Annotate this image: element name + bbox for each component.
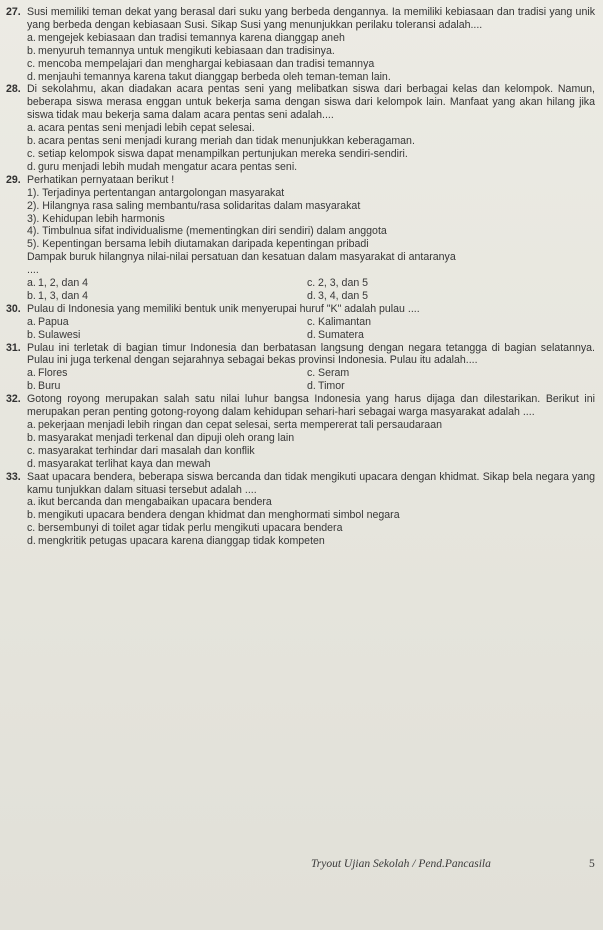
option-a: a. pekerjaan menjadi lebih ringan dan cepat selesai, serta mempererat tali persaudaraan [27, 419, 442, 431]
question-29 [6, 174, 595, 303]
option-a: a. ikut bercanda dan mengabaikan upacara bendera [27, 496, 272, 509]
question-prompt: Dampak buruk hilangnya nilai-nilai persatuan dan kesatuan dalam masyarakat di antaranya [27, 251, 456, 264]
option-b: b. acara pentas seni menjadi kurang meriah dan tidak menunjukkan keberagaman. [27, 135, 415, 148]
options-grid [6, 316, 595, 342]
option-d: d. Sumatera [307, 328, 364, 341]
option-d: d. Timor [307, 380, 345, 393]
option-b: b. Sulawesi [27, 328, 81, 341]
question-ellipsis: .... [27, 264, 39, 277]
question-31 [6, 342, 595, 394]
option-b: b. mengikuti upacara bendera dengan khidmat dan menghormati simbol negara [27, 509, 400, 522]
options-grid [6, 367, 595, 393]
option-b: b. 1, 3, dan 4 [27, 289, 89, 302]
question-text: Pulau di Indonesia yang memiliki bentuk unik menyerupai huruf "K" adalah pulau .... [27, 302, 420, 315]
question-text: Pulau ini terletak di bagian timur Indonesia dan berbatasan langsung dengan negara tetangga di bagian selatannya. Pulau ini juga terkenal dengan sejarahnya sebagai bekas provinsi Indonesia. Pulau itu adalah.... [27, 341, 595, 367]
statement-5: 5). Kepentingan bersama lebih diutamakan daripada kepentingan pribadi [27, 238, 369, 251]
question-text: Perhatikan pernyataan berikut ! [27, 173, 175, 186]
question-number: 28. [6, 83, 21, 96]
option-c: c. Seram [307, 367, 350, 380]
question-text: Gotong royong merupakan salah satu nilai luhur bangsa Indonesia yang harus dijaga dan dilestarikan. Berikut ini merupakan peran penting gotong-royong dalam kehidupan sehari-hari sebagai warga masyarakat adalah .... [27, 393, 595, 419]
question-30 [6, 303, 595, 342]
option-a: a. acara pentas seni menjadi lebih cepat selesai. [27, 122, 255, 135]
option-c: c. 2, 3, dan 5 [307, 277, 369, 290]
question-number: 27. [6, 6, 21, 18]
option-c: c. Kalimantan [307, 315, 371, 328]
page-number: 5 [589, 858, 595, 870]
option-c: c. setiap kelompok siswa dapat menampilkan pertunjukan mereka sendiri-sendiri. [27, 147, 408, 160]
option-a: a. Papua [27, 315, 69, 328]
statement-3: 3). Kehidupan lebih harmonis [27, 212, 165, 225]
option-c: c. bersembunyi di toilet agar tidak perlu mengikuti upacara bendera [27, 522, 343, 535]
question-number: 32. [6, 393, 21, 406]
question-text: Di sekolahmu, akan diadakan acara pentas seni yang melibatkan siswa dari berbagai kelas dan kelompok. Namun, beberapa siswa merasa enggan untuk bekerja sama dengan siswa dari kelompok lain. Manfaat yang akan hilang jika siswa tidak mau bekerja sama dalam acara pentas seni adalah.... [27, 83, 595, 122]
option-c: c. mencoba mempelajari dan menghargai kebiasaan dan tradisi temannya [27, 57, 375, 70]
question-number: 29. [6, 173, 21, 186]
option-b: b. Buru [27, 380, 61, 393]
question-number: 30. [6, 302, 21, 315]
question-number: 31. [6, 341, 21, 354]
question-text: Susi memiliki teman dekat yang berasal dari suku yang berbeda dengannya. Ia memiliki kebiasaan dan tradisi yang unik yang berbeda dengan kebiasaan Susi. Sikap Susi yang menunjukkan perilaku toleransi adalah.... [27, 6, 595, 31]
question-number: 33. [6, 470, 21, 483]
question-28 [6, 83, 595, 173]
option-a: a. Flores [27, 367, 68, 380]
question-27 [6, 6, 595, 83]
option-a: a. mengejek kebiasaan dan tradisi temannya karena dianggap aneh [27, 31, 345, 44]
option-d: d. 3, 4, dan 5 [307, 289, 369, 302]
statement-2: 2). Hilangnya rasa saling membantu/rasa solidaritas dalam masyarakat [27, 199, 361, 212]
option-d: d. guru menjadi lebih mudah mengatur acara pentas seni. [27, 160, 298, 173]
option-b: b. menyuruh temannya untuk mengikuti kebiasaan dan tradisinya. [27, 44, 335, 57]
footer-title: Tryout Ujian Sekolah / Pend.Pancasila [311, 858, 491, 870]
statement-4: 4). Timbulnua sifat individualisme (mementingkan diri sendiri) dalam anggota [27, 225, 387, 238]
statement-1: 1). Terjadinya pertentangan antargolongan masyarakat [27, 186, 285, 199]
option-b: b. masyarakat menjadi terkenal dan dipuji oleh orang lain [27, 431, 295, 444]
option-a: a. 1, 2, dan 4 [27, 277, 89, 290]
option-d: d. masyarakat terlihat kaya dan mewah [27, 457, 211, 470]
option-d: d. mengkritik petugas upacara karena dianggap tidak kompeten [27, 535, 325, 548]
options-grid [6, 277, 595, 303]
option-c: c. masyarakat terhindar dari masalah dan konflik [27, 444, 255, 457]
question-32 [6, 393, 595, 470]
question-33 [6, 471, 595, 548]
option-d: d. menjauhi temannya karena takut dianggap berbeda oleh teman-teman lain. [27, 70, 391, 83]
question-text: Saat upacara bendera, beberapa siswa bercanda dan tidak mengikuti upacara dengan khidmat. Sikap bela negara yang kamu tunjukkan dalam situasi tersebut adalah .... [27, 470, 595, 496]
